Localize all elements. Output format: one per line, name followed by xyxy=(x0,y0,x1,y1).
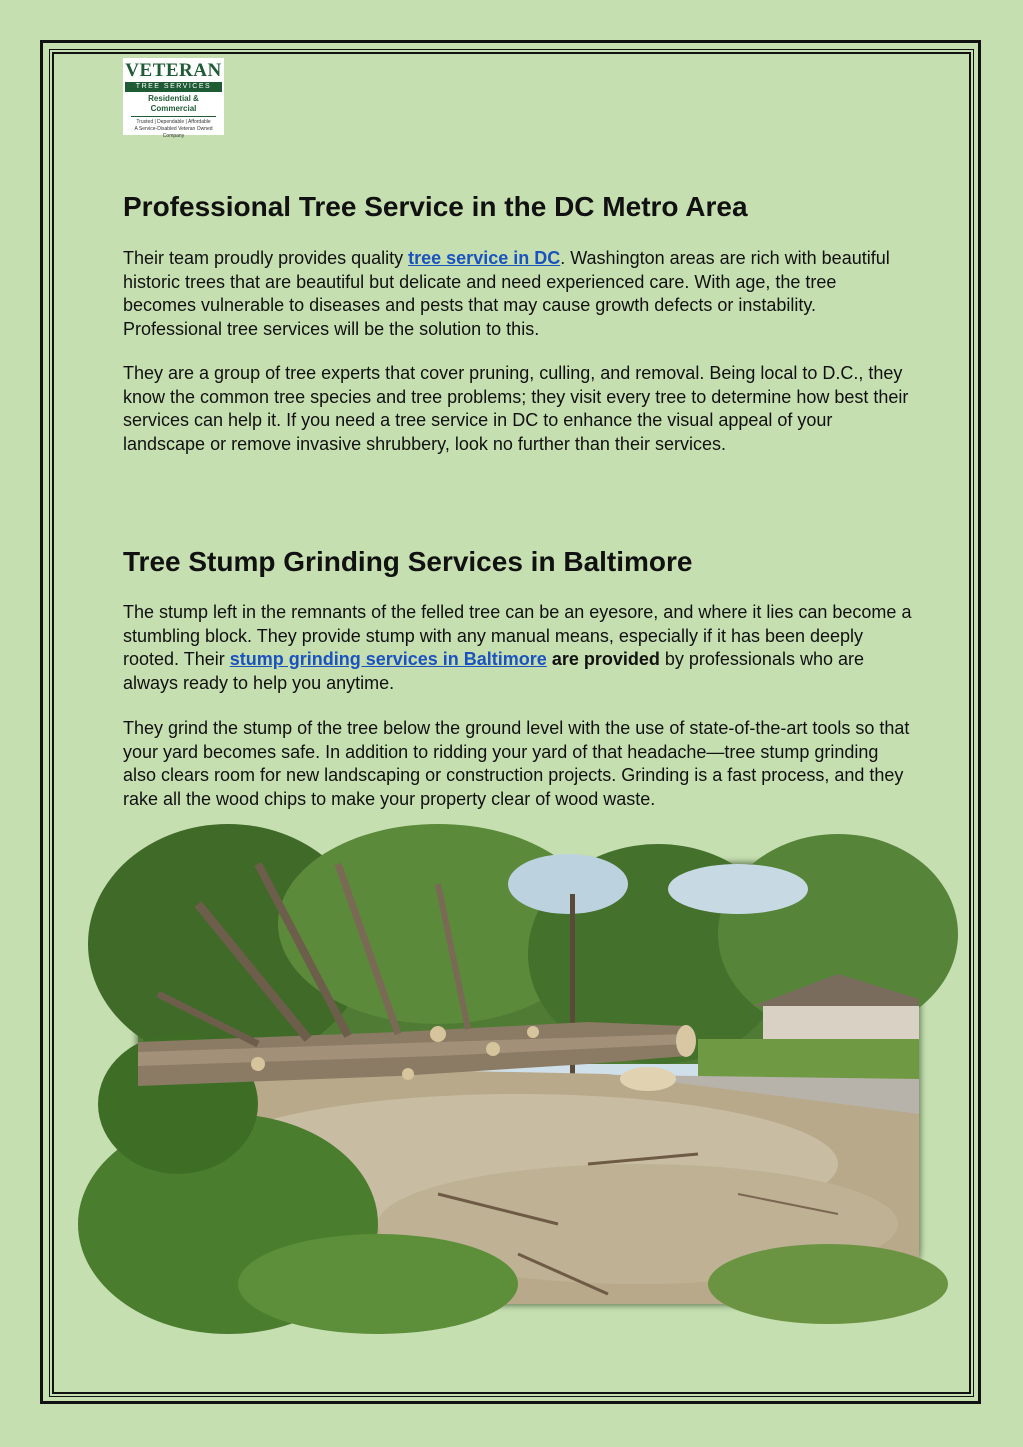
logo-bar: TREE SERVICES xyxy=(125,82,222,92)
bold-text: are provided xyxy=(551,649,660,669)
logo-brand: VETERAN xyxy=(125,60,222,81)
logo-divider xyxy=(131,116,216,117)
veteran-tree-services-logo xyxy=(123,58,224,139)
paragraph-text: Their team proudly provides quality xyxy=(123,248,409,268)
paragraph-baltimore-intro xyxy=(123,601,913,695)
stump-grinding-baltimore-link[interactable]: stump grinding services in Baltimore xyxy=(229,649,547,669)
section-heading-dc: Professional Tree Service in the DC Metro Area xyxy=(123,191,748,222)
paragraph-dc-intro xyxy=(123,247,913,341)
paragraph-dc-experts: They are a group of tree experts that cover pruning, culling, and removal. Being local to D.C., they know the common tree species and tree problems; they visit every tree to determine how best their services can help it. If you need a tree service in DC to enhance the visual appeal of your landscape or remove invasive shrubbery, look no further than their services. xyxy=(123,363,909,454)
section-heading-baltimore: Tree Stump Grinding Services in Baltimore xyxy=(123,546,693,577)
paragraph-baltimore-grinding: They grind the stump of the tree below the ground level with the use of state-of-the-art tools so that your yard becomes safe. In addition to ridding your yard of that headache—tree stump grinding also clears room for new landscaping or construction projects. Grinding is a fast process, and they rake all the wood chips to make your property clear of wood waste. xyxy=(123,718,910,809)
tree-service-dc-link[interactable]: tree service in DC xyxy=(408,248,561,268)
felled-tree-photo xyxy=(138,864,919,1304)
logo-tagline: Trusted | Dependable | Affordable xyxy=(136,119,211,125)
logo-sub: Residential & Commercial xyxy=(148,94,199,113)
paragraph-text: by professionals who are always ready to help you anytime. xyxy=(123,649,864,693)
felled-tree-illustration xyxy=(138,864,919,1304)
paragraph-text: The stump left in the remnants of the felled tree can be an eyesore, and where it lies can become a stumbling block. They provide stump with any manual means, especially if it has been deeply rooted. Their xyxy=(123,602,912,669)
logo-tagline-2: A Service-Disabled Veteran Owned Company xyxy=(134,126,213,139)
paragraph-text: . Washington areas are rich with beautiful historic trees that are beautiful but delicate and need experienced care. With age, the tree becomes vulnerable to diseases and pests that may cause growth defects or instability. Professional tree services will be the solution to this. xyxy=(123,248,890,339)
